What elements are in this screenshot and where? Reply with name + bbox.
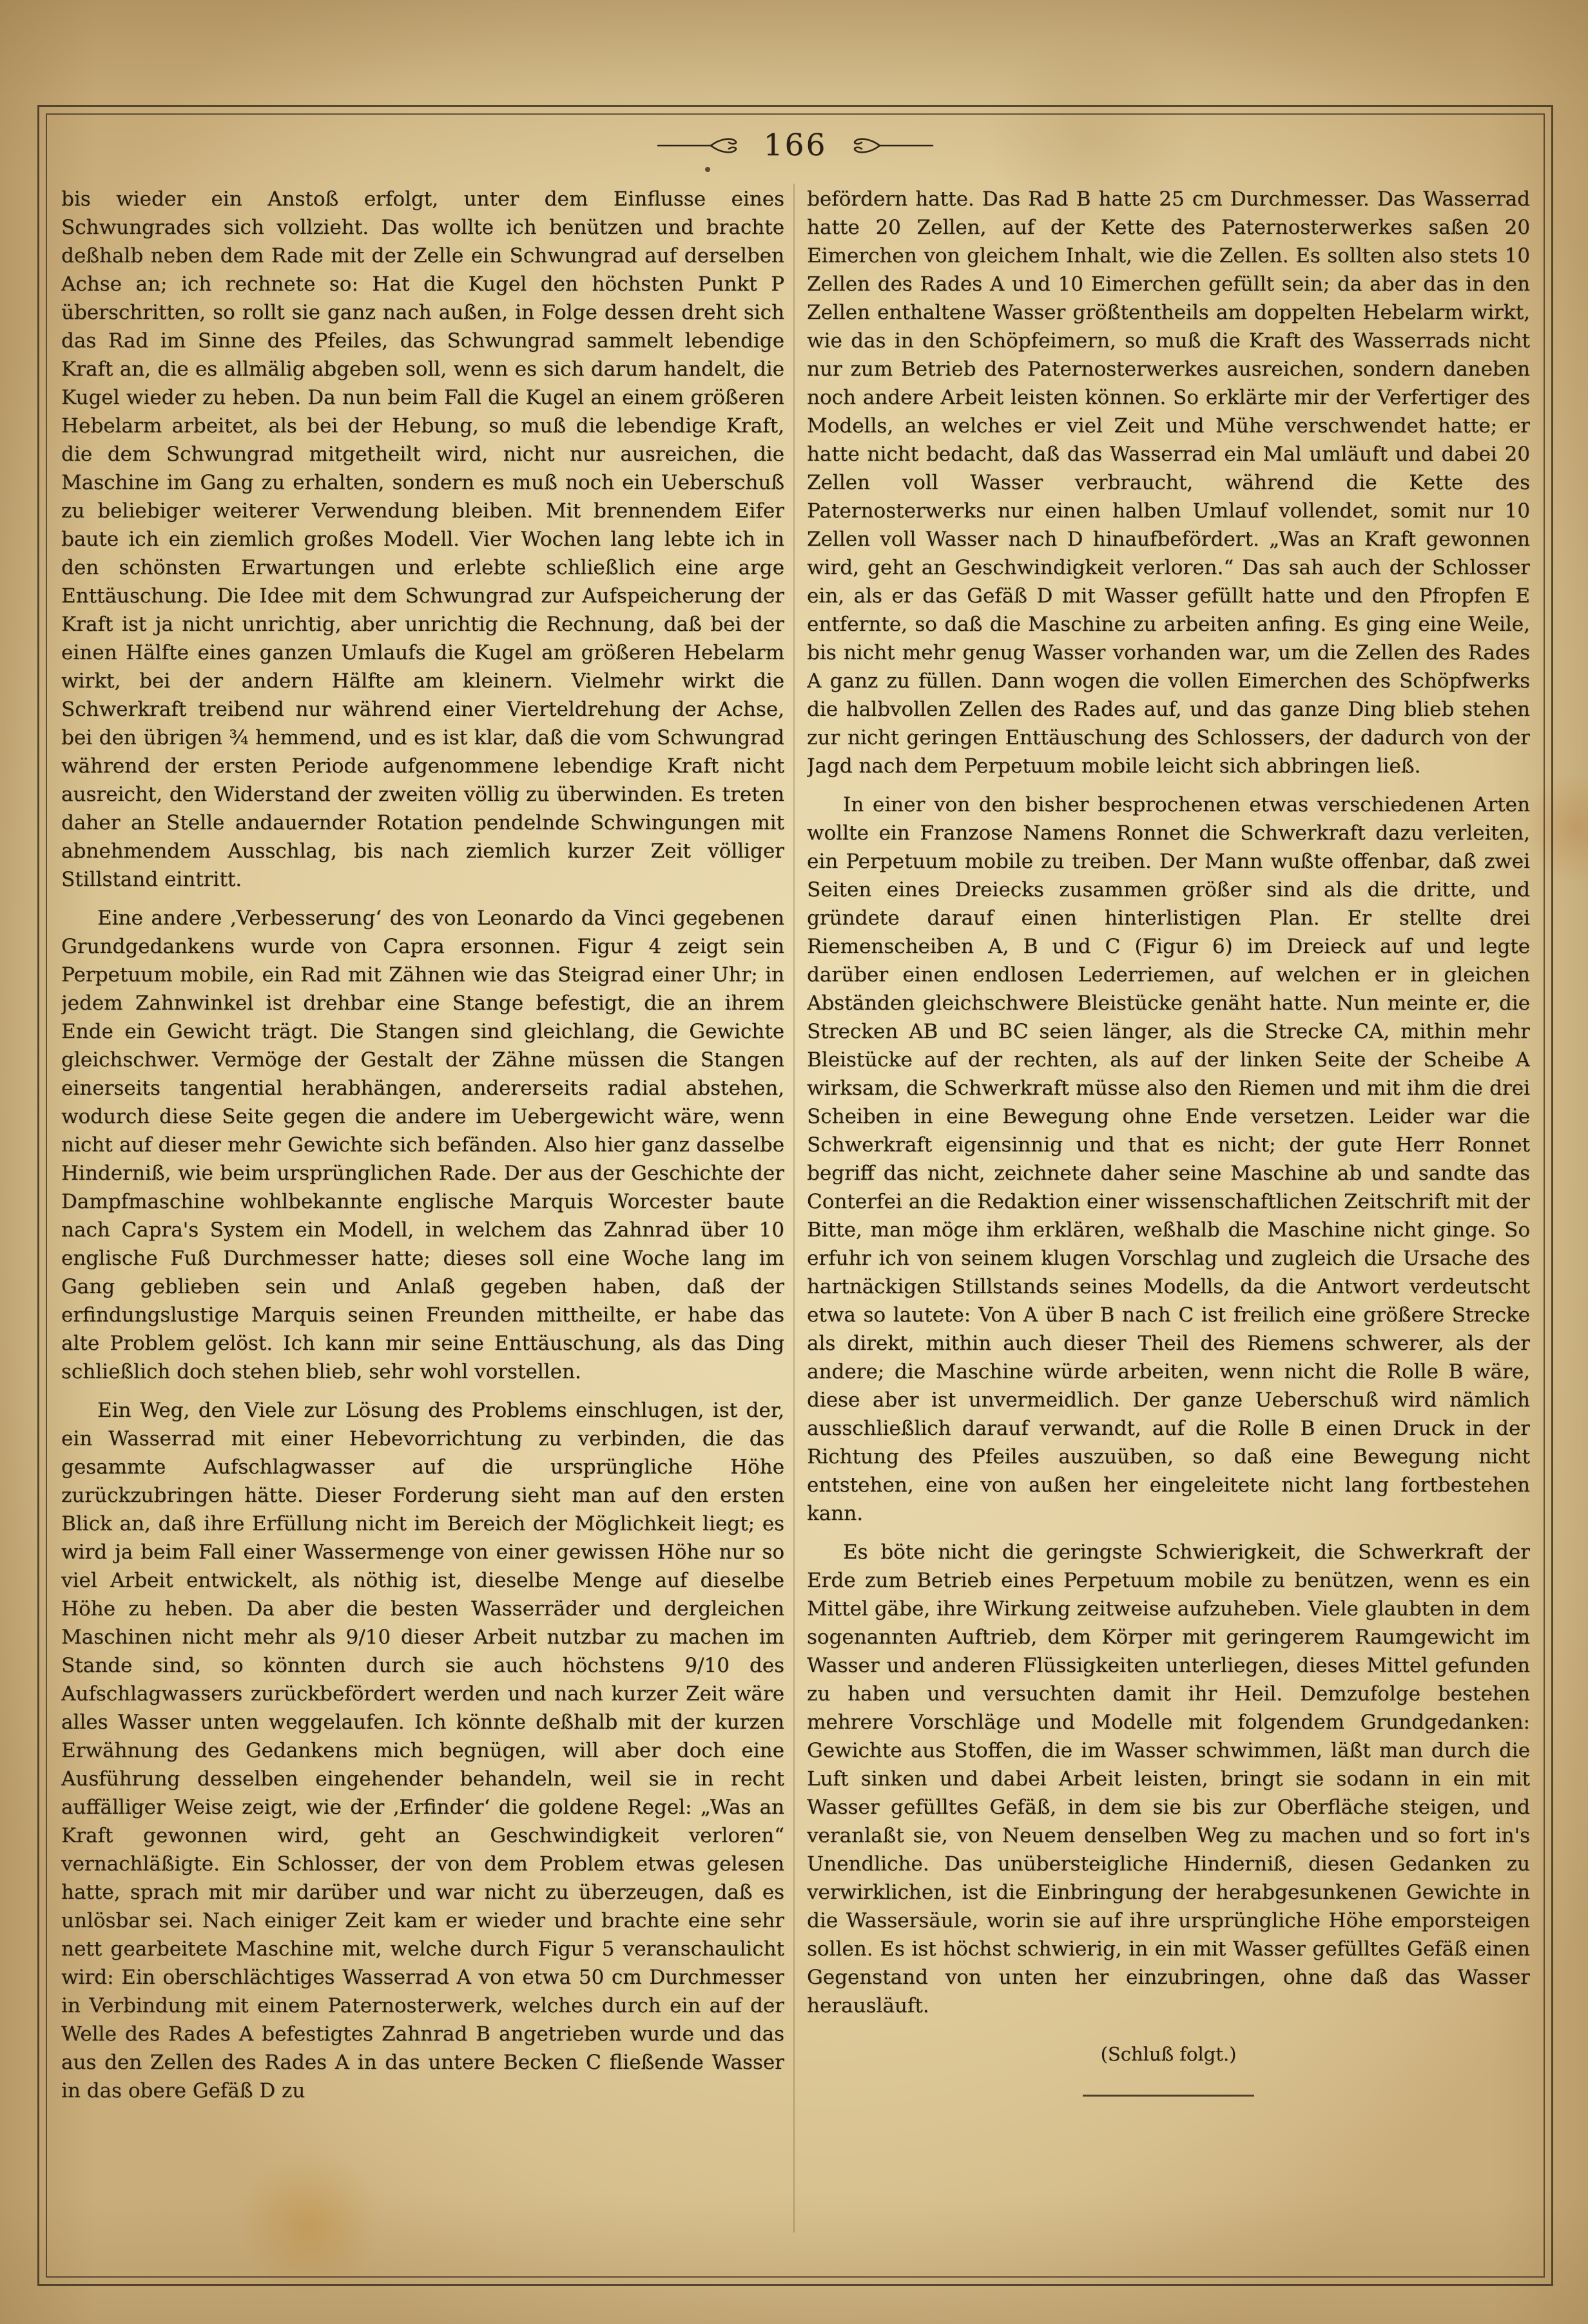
- paragraph: In einer von den bisher besprochenen etwas verschiedenen Arten wollte ein Franzose Namens Ronnet die Schwerkraft dazu verleiten, ein Perpetuum mobile zu treiben. Der Mann wußte offenbar, daß zwei Seiten eines Dreiecks zusammen größer sind als die dritte, und gründete darauf einen hinterlistigen Plan. Er stellte drei Riemenscheiben A, B und C (Figur 6) im Dreieck auf und legte darüber einen endlosen Lederriemen, auf welchen er in gleichen Abständen gleichschwere Bleistücke genäht hatte. Nun meinte er, die Strecken AB und BC seien länger, als die Strecke CA, mithin mehr Bleistücke auf der rechten, als auf der linken Seite der Scheibe A wirksam, die Schwerkraft müsse also den Riemen und mit ihm die drei Scheiben in eine Bewegung ohne Ende versetzen. Leider war die Schwerkraft eigensinnig und that es nicht; der gute Herr Ronnet begriff das nicht, zeichnete daher seine Maschine ab und sandte das Conterfei an die Redaktion einer wissenschaftlichen Zeitschrift mit der Bitte, man möge ihm erklären, weßhalb die Maschine nicht ginge. So erfuhr ich von seinem klugen Vorschlag und zugleich die Ursache des hartnäckigen Stillstands seines Modells, da die Antwort verdeutscht etwa so lautete: Von A über B nach C ist freilich eine größere Strecke als direkt, mithin auch dieser Theil des Riemens schwerer, als der andere; die Maschine würde arbeiten, wenn nicht die Rolle B wäre, diese aber ist unvermeidlich. Der ganze Ueberschuß wird nämlich ausschließlich darauf verwandt, auf die Rolle B einen Druck in der Richtung des Pfeiles auszuüben, so daß eine Bewegung nicht entstehen, eine von außen her eingeleitete nicht lang fortbestehen kann.: [807, 793, 1530, 1525]
- right-flourish-icon: [849, 136, 934, 155]
- end-of-article-rule: [1083, 2095, 1254, 2097]
- page-number: 166: [763, 128, 828, 163]
- ink-speck: [705, 167, 710, 172]
- paragraph-continuation: bis wieder ein Anstoß erfolgt, unter dem Einflusse eines Schwungrades sich vollzieht. Das wollte ich benützen und brachte deßhalb neben dem Rade mit der Zelle ein Schwungrad auf derselben Achse an; ich rechnete so: Hat die Kugel den höchsten Punkt P überschritten, so rollt sie ganz nach außen, in Folge dessen dreht sich das Rad im Sinne des Pfeiles, das Schwungrad sammelt lebendige Kraft an, die es allmälig abgeben soll, wenn es sich darum handelt, die Kugel wieder zu heben. Da nun beim Fall die Kugel an einem größeren Hebelarm arbeitet, als bei der Hebung, so muß die lebendige Kraft, die dem Schwungrad mitgetheilt wird, nicht nur ausreichen, die Maschine im Gang zu erhalten, sondern es muß noch ein Ueberschuß zu beliebiger weiterer Verwendung bleiben. Mit brennendem Eifer baute ich ein ziemlich großes Modell. Vier Wochen lang lebte ich in den schönsten Erwartungen und erlebte schließlich eine arge Enttäuschung. Die Idee mit dem Schwungrad zur Aufspeicherung der Kraft ist ja nicht unrichtig, aber unrichtig die Rechnung, daß bei der einen Hälfte eines ganzen Umlaufs die Kugel am größeren Hebelarm wirkt, bei der andern Hälfte am kleinern. Vielmehr wirkt die Schwerkraft treibend nur während einer Vierteldrehung der Achse, bei den übrigen ¾ hemmend, und es ist klar, daß die vom Schwungrad während der ersten Periode aufgenommene lebendige Kraft nicht ausreicht, den Widerstand der zweiten völlig zu überwinden. Es treten daher an Stelle andauernder Rotation pendelnde Schwingungen mit abnehmendem Ausschlag, bis nach ziemlich kurzer Zeit völliger Stillstand eintritt.: [61, 187, 784, 891]
- right-text-column: [807, 185, 1530, 2253]
- paragraph: Eine andere ‚Verbesserung‘ des von Leonardo da Vinci gegebenen Grundgedankens wurde von Capra ersonnen. Figur 4 zeigt sein Perpetuum mobile, ein Rad mit Zähnen wie das Steigrad einer Uhr; in jedem Zahnwinkel ist drehbar eine Stange befestigt, die an ihrem Ende ein Gewicht trägt. Die Stangen sind gleichlang, die Gewichte gleichschwer. Vermöge der Gestalt der Zähne müssen die Stangen einerseits tangential herabhängen, andererseits radial abstehen, wodurch diese Seite gegen die andere im Uebergewicht wäre, wenn nicht auf dieser mehr Gewichte sich befänden. Also hier ganz dasselbe Hinderniß, wie beim ursprünglichen Rade. Der aus der Geschichte der Dampfmaschine wohlbekannte englische Marquis Worcester baute nach Capra's System ein Modell, in welchem das Zahnrad über 10 englische Fuß Durchmesser hatte; dieses soll eine Woche lang im Gang geblieben sein und Anlaß gegeben haben, daß der erfindungslustige Marquis seinen Freunden mittheilte, er habe das alte Problem gelöst. Ich kann mir seine Enttäuschung, als das Ding schließlich doch stehen blieb, sehr wohl vorstellen.: [61, 907, 784, 1383]
- paragraph-continuation: befördern hatte. Das Rad B hatte 25 cm Durchmesser. Das Wasserrad hatte 20 Zellen, auf der Kette des Paternosterwerkes saßen 20 Eimerchen von gleichem Inhalt, wie die Zellen. Es sollten also stets 10 Zellen des Rades A und 10 Eimerchen gefüllt sein; da aber das in den Zellen enthaltene Wasser größtentheils am doppelten Hebelarm wirkt, wie das in den Schöpfeimern, so muß die Kraft des Wasserrads nicht nur zum Betrieb des Paternosterwerkes ausreichen, sondern daneben noch andere Arbeit leisten können. So erklärte mir der Verfertiger des Modells, an welches er viel Zeit und Mühe verschwendet hatte; er hatte nicht bedacht, daß das Wasserrad ein Mal umläuft und dabei 20 Zellen voll Wasser verbraucht, während die Kette des Paternosterwerks nur einen halben Umlauf vollendet, somit nur 10 Zellen voll Wasser nach D hinaufbefördert. „Was an Kraft gewonnen wird, geht an Geschwindigkeit verloren.“ Das sah auch der Schlosser ein, als er das Gefäß D mit Wasser gefüllt hatte und den Pfropfen E entfernte, so daß die Maschine zu arbeiten anfing. Es ging eine Weile, bis nicht mehr genug Wasser vorhanden war, um die Zellen des Rades A ganz zu füllen. Dann wogen die vollen Eimerchen des Schöpfwerks die halbvollen Zellen des Rades auf, und das ganze Ding blieb stehen zur nicht geringen Enttäuschung des Schlossers, der dadurch von der Jagd nach dem Perpetuum mobile leicht sich abbringen ließ.: [807, 187, 1530, 778]
- paragraph: Ein Weg, den Viele zur Lösung des Problems einschlugen, ist der, ein Wasserrad mit einer Hebevorrichtung zu verbinden, die das gesammte Aufschlagwasser auf die ursprüngliche Höhe zurückzubringen hätte. Dieser Forderung sieht man auf den ersten Blick an, daß ihre Erfüllung nicht im Bereich der Möglichkeit liegt; es wird ja beim Fall einer Wassermenge von einer gewissen Höhe nur so viel Arbeit entwickelt, als nöthig ist, dieselbe Menge auf dieselbe Höhe zu heben. Da aber die besten Wasserräder und dergleichen Maschinen nicht mehr als 9/10 dieser Arbeit nutzbar zu machen im Stande sind, so könnten durch sie auch höchstens 9/10 des Aufschlagwassers zurückbefördert werden und nach kurzer Zeit wäre alles Wasser unten weggelaufen. Ich könnte deßhalb mit der kurzen Erwähnung des Gedankens mich begnügen, will aber doch eine Ausführung desselben eingehender behandeln, weil sie in recht auffälliger Weise zeigt, wie der ‚Erfinder‘ die goldene Regel: „Was an Kraft gewonnen wird, geht an Geschwindigkeit verloren“ vernachläßigte. Ein Schlosser, der von dem Problem etwas gelesen hatte, sprach mit mir darüber und war nicht zu überzeugen, daß es unlösbar sei. Nach einiger Zeit kam er wieder und brachte eine sehr nett gearbeitete Maschine mit, welche durch Figur 5 veranschaulicht wird: Ein oberschlächtiges Wasserrad A von etwa 50 cm Durchmesser in Verbindung mit einem Paternosterwerk, welches durch ein auf der Welle des Rades A befestigtes Zahnrad B angetrieben wurde und das aus den Zellen des Rades A in das untere Becken C fließende Wasser in das obere Gefäß D zu: [61, 1399, 784, 2102]
- to-be-continued-note: (Schluß folgt.): [1100, 2043, 1237, 2065]
- left-text-column: [61, 185, 784, 2253]
- paragraph: Es böte nicht die geringste Schwierigkeit, die Schwerkraft der Erde zum Betrieb eines Perpetuum mobile zu benützen, wenn es ein Mittel gäbe, ihre Wirkung zeitweise aufzuheben. Viele glaubten in dem sogenannten Auftrieb, dem Körper mit geringerem Raumgewicht im Wasser und anderen Flüssigkeiten unterliegen, dieses Mittel gefunden zu haben und versuchten damit ihr Heil. Demzufolge bestehen mehrere Vorschläge und Modelle mit folgendem Grundgedanken: Gewichte aus Stoffen, die im Wasser schwimmen, läßt man durch die Luft sinken und dabei Arbeit leisten, bringt sie sodann in ein mit Wasser gefülltes Gefäß, in dem sie bis zur Oberfläche steigen, und veranlaßt sie, von Neuem denselben Weg zu machen und so fort in's Unendliche. Das unübersteigliche Hinderniß, diesen Gedanken zu verwirklichen, ist die Einbringung der herabgesunkenen Gewichte in die Wassersäule, worin sie auf ihre ursprüngliche Höhe emporsteigen sollen. Es ist höchst schwierig, in ein mit Wasser gefülltes Gefäß einen Gegenstand von unten her einzubringen, ohne daß das Wasser herausläuft.: [807, 1541, 1530, 2017]
- left-flourish-icon: [657, 136, 742, 155]
- page-header: [37, 128, 1553, 163]
- column-divider-rule: [793, 184, 795, 2233]
